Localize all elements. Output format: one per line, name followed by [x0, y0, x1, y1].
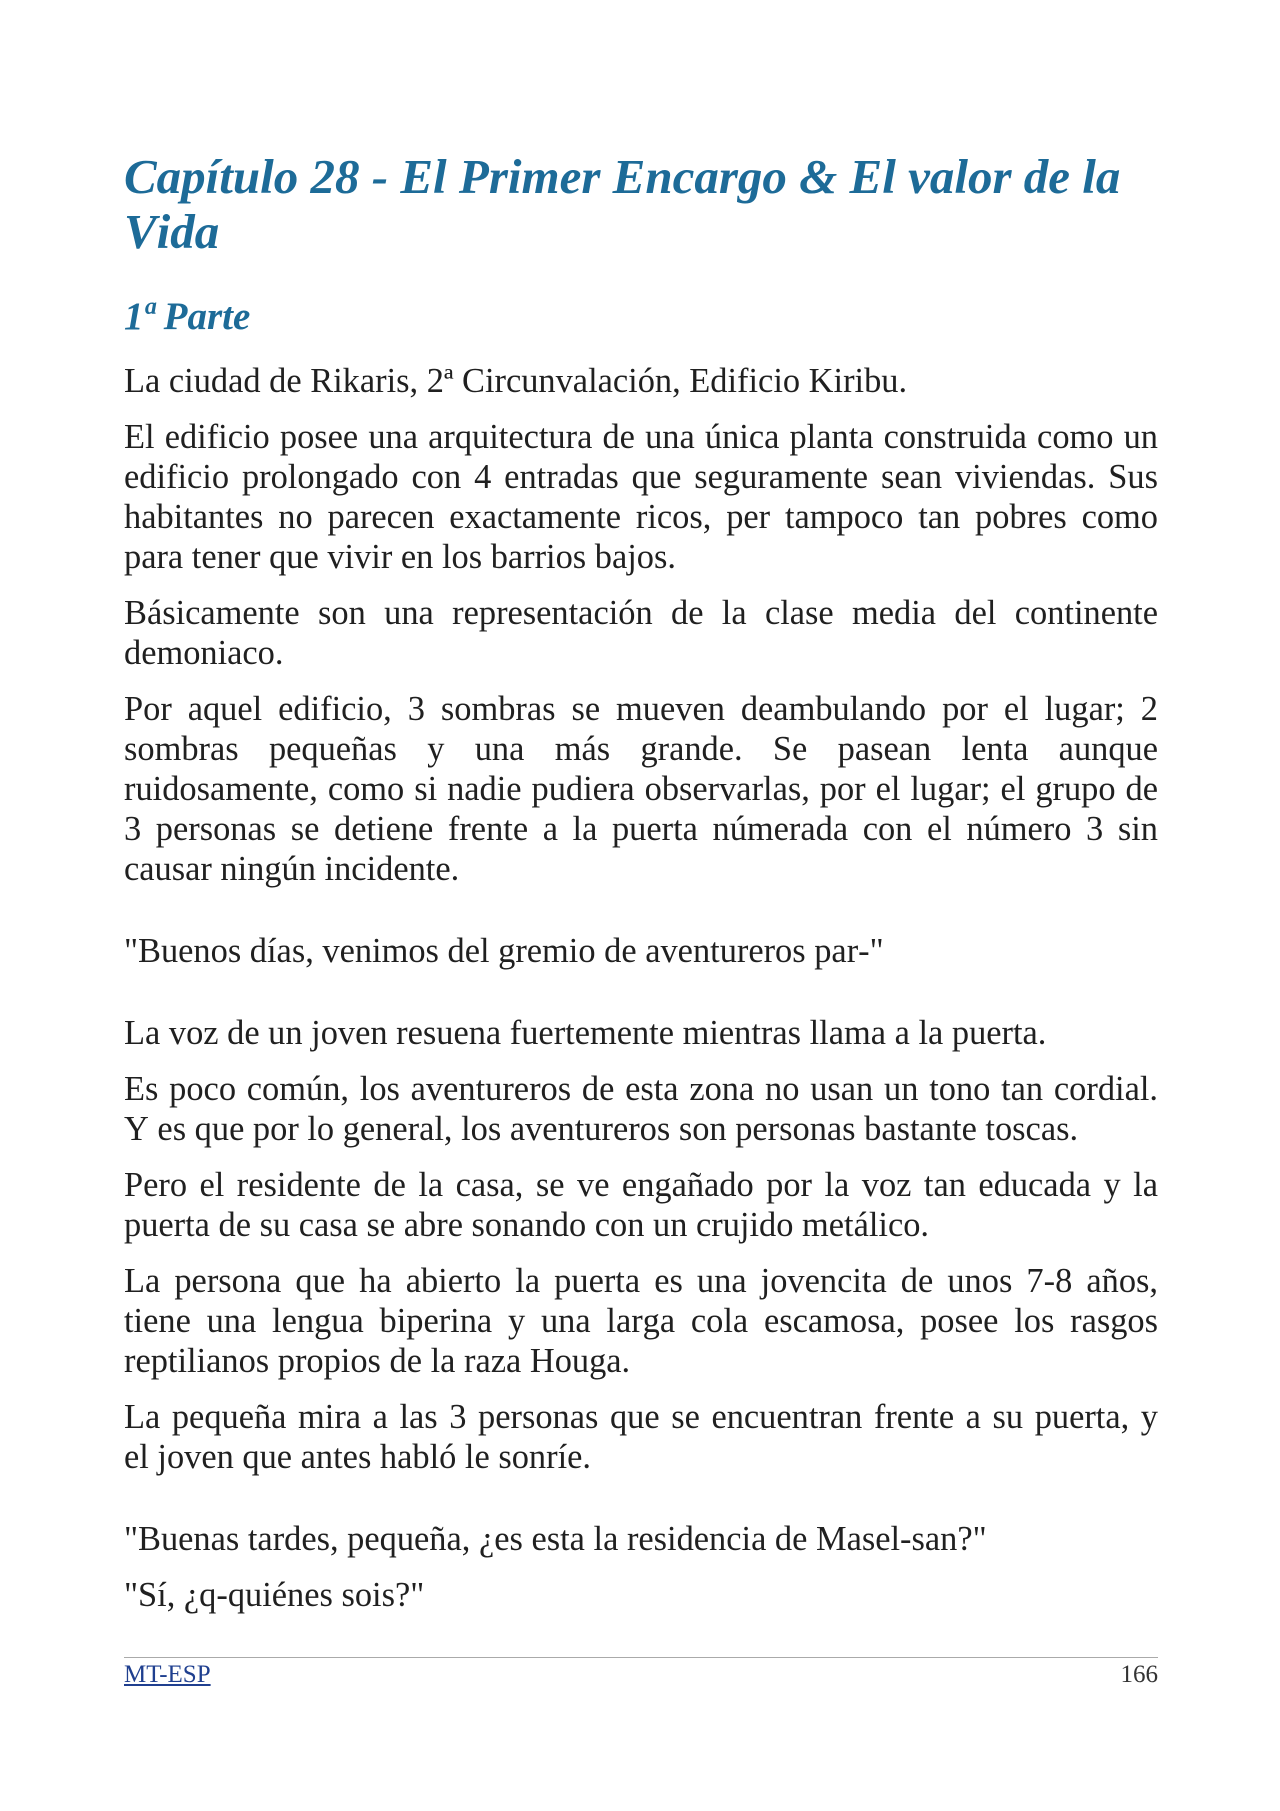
- paragraph-line: Y es que por lo general, los aventureros son personas bastante toscas.: [124, 1110, 1079, 1148]
- paragraph-line: Básicamente son una representación de la clase media del continente: [124, 594, 1158, 632]
- section-heading: 1ª Parte: [124, 295, 251, 338]
- paragraph-line: La persona que ha abierto la puerta es una jovencita de unos 7-8 años,: [124, 1262, 1158, 1300]
- paragraph-line: 3 personas se detiene frente a la puerta númerada con el número 3 sin: [124, 810, 1158, 848]
- paragraph-line: para tener que vivir en los barrios bajos.: [124, 538, 676, 576]
- paragraph-line: edificio prolongado con 4 entradas que seguramente sean viviendas. Sus: [124, 458, 1158, 496]
- paragraph-line: causar ningún incidente.: [124, 850, 460, 888]
- paragraph: [124, 593, 1158, 673]
- paragraph: [124, 689, 1158, 889]
- footer-link[interactable]: MT-ESP: [124, 1661, 211, 1688]
- chapter-title-line: Vida: [124, 204, 220, 259]
- dialogue-paragraph: [124, 1519, 1158, 1559]
- paragraph-line: La ciudad de Rikaris, 2ª Circunvalación, Edificio Kiribu.: [124, 362, 908, 400]
- page-content: [124, 149, 1158, 1615]
- paragraph: [124, 361, 1158, 401]
- dialogue-paragraph: [124, 931, 1158, 971]
- paragraph-line: La voz de un joven resuena fuertemente mientras llama a la puerta.: [124, 1014, 1047, 1052]
- paragraph-line: "Buenas tardes, pequeña, ¿es esta la residencia de Masel-san?": [124, 1520, 987, 1558]
- paragraph: [124, 1069, 1158, 1149]
- page-number: 166: [1120, 1661, 1158, 1688]
- paragraph-line: Es poco común, los aventureros de esta zona no usan un tono tan cordial.: [124, 1070, 1158, 1108]
- paragraph: [124, 1013, 1158, 1053]
- paragraph: [124, 417, 1158, 577]
- chapter-title-line: Capítulo 28 - El Primer Encargo & El valor de la: [124, 149, 1121, 204]
- paragraph-line: demoniaco.: [124, 634, 284, 672]
- footer-rule: [124, 1657, 1158, 1658]
- paragraph-line: Pero el residente de la casa, se ve engañado por la voz tan educada y la: [124, 1166, 1158, 1204]
- paragraph-line: tiene una lengua biperina y una larga cola escamosa, posee los rasgos: [124, 1302, 1158, 1340]
- chapter-title: [124, 149, 1158, 259]
- paragraph-line: reptilianos propios de la raza Houga.: [124, 1342, 631, 1380]
- paragraph-line: ruidosamente, como si nadie pudiera observarlas, por el lugar; el grupo de: [124, 770, 1158, 808]
- paragraph-line: La pequeña mira a las 3 personas que se encuentran frente a su puerta, y: [124, 1398, 1158, 1436]
- paragraph-line: El edificio posee una arquitectura de una única planta construida como un: [124, 418, 1158, 456]
- paragraph: [124, 1165, 1158, 1245]
- paragraph: [124, 1261, 1158, 1381]
- paragraph-line: el joven que antes habló le sonríe.: [124, 1438, 591, 1476]
- paragraph-line: "Buenos días, venimos del gremio de aventureros par-": [124, 932, 884, 970]
- paragraph-line: puerta de su casa se abre sonando con un crujido metálico.: [124, 1206, 930, 1244]
- paragraph-line: Por aquel edificio, 3 sombras se mueven deambulando por el lugar; 2: [124, 690, 1158, 728]
- dialogue-paragraph: [124, 1575, 1158, 1615]
- paragraph-line: sombras pequeñas y una más grande. Se pasean lenta aunque: [124, 730, 1158, 768]
- paragraph: [124, 1397, 1158, 1477]
- paragraph-line: habitantes no parecen exactamente ricos, per tampoco tan pobres como: [124, 498, 1158, 536]
- paragraph-line: "Sí, ¿q-quiénes sois?": [124, 1576, 425, 1614]
